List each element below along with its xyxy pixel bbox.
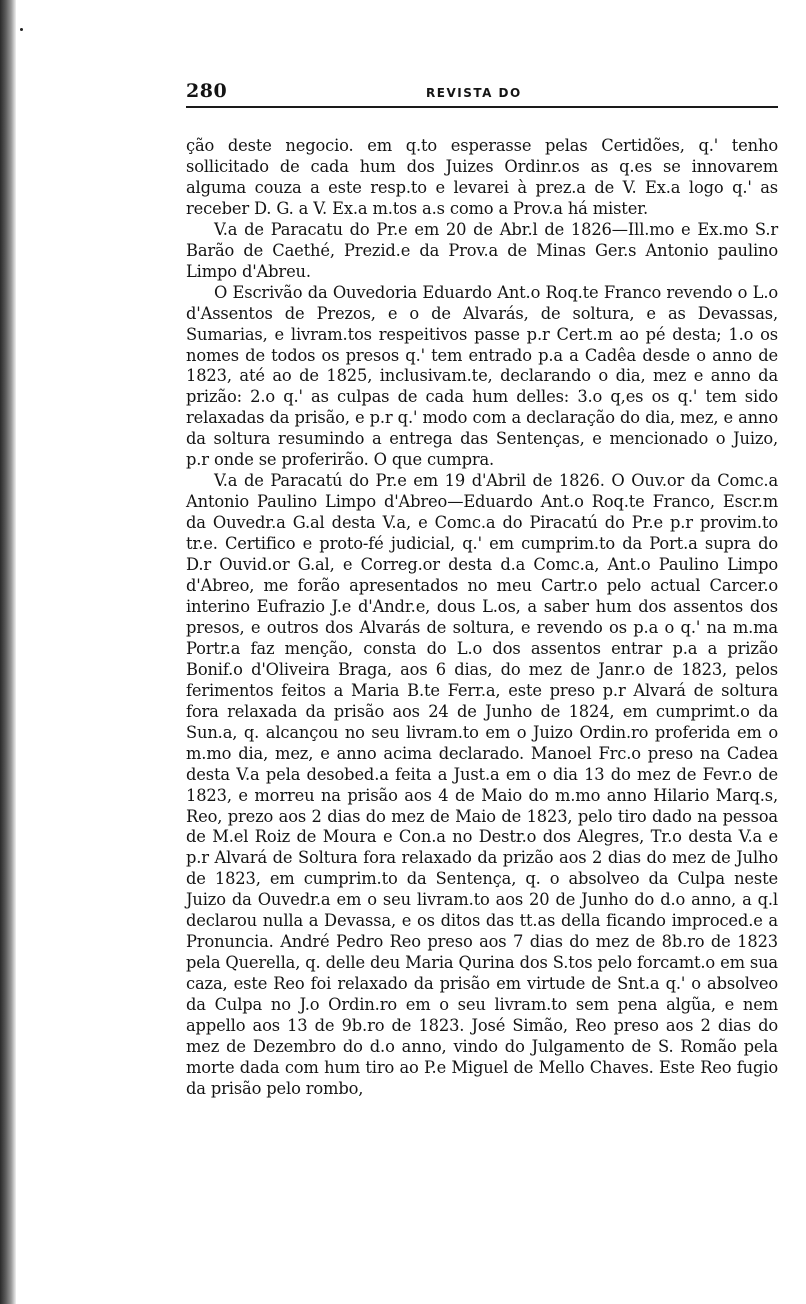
paragraph-dateline: V.a de Paracatu do Pr.e em 20 de Abr.l de 1826—Ill.mo e Ex.mo S.r Barão de Caethé, Prezid.e da Prov.a de Minas Ger.s Antonio paulino Limpo d'Abreu.: [186, 219, 778, 281]
page-number: 280: [186, 80, 228, 102]
book-page: [186, 78, 778, 1100]
paragraph-certificate: V.a de Paracatú do Pr.e em 19 d'Abril de 1826. O Ouv.or da Comc.a Antonio Paulino Limpo d'Abreo—Eduardo Ant.o Roq.te Franco, Escr.m da Ouvedr.a G.al desta V.a, e Comc.a do Piracatú do Pr.e p.r provim.to tr.e. Certifico e proto-fé judicial, q.' em cumprim.to da Port.a supra do D.r Ouvid.or G.al, e Correg.or desta d.a Comc.a, Ant.o Paulino Limpo d'Abreo, me forão apresentados no meu Cartr.o pelo actual Carcer.o interino Eufrazio J.e d'Andr.e, dous L.os, a saber hum dos assentos dos presos, e outros dos Alvarás de soltura, e revendo os p.a o q.' na m.ma Portr.a faz menção, consta do L.o dos assentos entrar p.a a prizão Bonif.o d'Oliveira Braga, aos 6 dias, do mez de Janr.o de 1823, pelos ferimentos feitos a Maria B.te Ferr.a, este preso p.r Alvará de soltura fora relaxada da prisão aos 24 de Junho de 1824, em cumprimt.o da Sun.a, q. alcançou no seu livram.to em o Juizo Ordin.ro proferida em o m.mo dia, mez, e anno acima declarado. Manoel Frc.o preso na Cadea desta V.a pela desobed.a feita a Just.a em o dia 13 do mez de Fevr.o de 1823, e morreu na prisão aos 4 de Maio do m.mo anno Hilario Marq.s, Reo, prezo aos 2 dias do mez de Maio de 1823, pelo tiro dado na pessoa de M.el Roiz de Moura e Con.a no Destr.o dos Alegres, Tr.o desta V.a e p.r Alvará de Soltura fora relaxado da prizão aos 2 dias do mez de Julho de 1823, em cumprim.to da Sentença, q. o absolveo da Culpa neste Juizo da Ouvedr.a em o seu livram.to aos 20 de Junho do d.o anno, a q.l declarou nulla a Devassa, e os ditos das tt.as della ficando improced.e a Pronuncia. André Pedro Reo preso aos 7 dias do mez de 8b.ro de 1823 pela Querella, q. delle deu Maria Qurina dos S.tos pelo forcamt.o em sua caza, este Reo foi relaxado da prisão em virtude de Snt.a q.' o absolveo da Culpa no J.o Ordin.ro em o seu livram.to sem pena algũa, e nem appello aos 13 de 9b.ro de 1823. José Simão, Reo preso aos 2 dias do mez de Dezembro do d.o anno, vindo do Julgamento de S. Romão pela morte dada com hum tiro ao P.e Miguel de Mello Chaves. Este Reo fugio da prisão pelo rombo,: [186, 471, 778, 1098]
page-header: [186, 78, 778, 108]
paragraph-order: O Escrivão da Ouvedoria Eduardo Ant.o Roq.te Franco revendo o L.o d'Assentos de Prezos, e o de Alvarás, de soltura, e as Devassas, Sumarias, e livram.tos respeitivos passe p.r Cert.m ao pé desta; 1.o os nomes de todos os presos q.' tem entrado p.a a Cadêa desde o anno de 1823, até ao de 1825, inclusivam.te, declarando o dia, mez e anno da prizão: 2.o q.' as culpas de cada hum delles: 3.o q,es os q.' tem sido relaxadas da prisão, e p.r q.' modo com a declaração do dia, mez, e anno da soltura resumindo a entrega das Sentenças, e mencionado o Juizo, p.r onde se proferirão. O que cumpra.: [186, 282, 778, 470]
scan-speck: [20, 28, 23, 31]
running-title: REVISTA DO: [426, 86, 522, 100]
book-spine-shadow: [0, 0, 16, 1304]
paragraph-continuation: ção deste negocio. em q.to esperasse pelas Certidões, q.' tenho sollicitado de cada hum dos Juizes Ordinr.os as q.es se innovarem alguma couza a este resp.to e levarei à prez.a de V. Ex.a logo q.' as receber D. G. a V. Ex.a m.tos a.s como a Prov.a há mister.: [186, 136, 778, 218]
page-body-text: [186, 136, 778, 1100]
